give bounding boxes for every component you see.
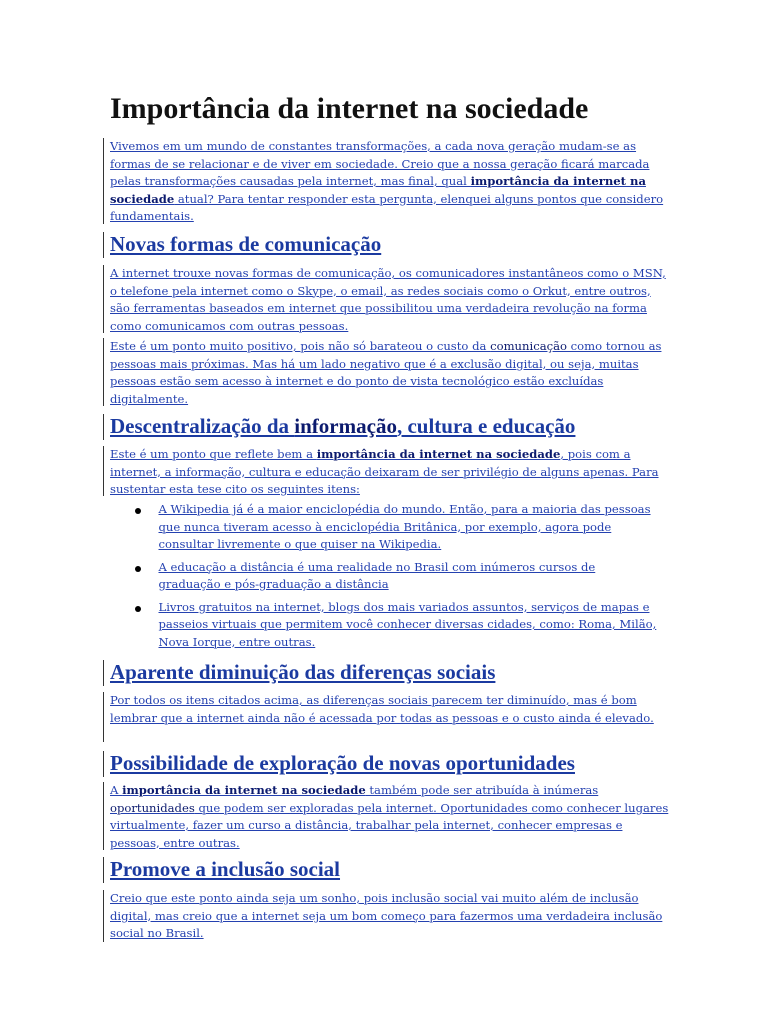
section-3-p-block: [103, 692, 670, 742]
bullet-icon: [135, 606, 141, 612]
section-4-p-text-2[interactable]: também pode ser atribuída à inúmeras: [365, 783, 599, 797]
section-4-p-text-1[interactable]: A: [110, 783, 123, 797]
section-3-heading-block: [103, 660, 495, 686]
intro-block: [103, 138, 670, 224]
section-2-paragraph[interactable]: [110, 446, 670, 499]
intro-text-2[interactable]: atual? Para tentar responder esta pergunta, elenquei alguns pontos que considero fundamentais.: [110, 191, 664, 223]
bullet-icon: [135, 566, 141, 572]
bullet-icon: [135, 508, 141, 514]
list-item-text[interactable]: A educação a distância é uma realidade no Brasil com inúmeros cursos de graduação e pós-graduação a distância: [158, 559, 596, 591]
section-4-heading-block: [103, 751, 575, 777]
section-4-heading[interactable]: Possibilidade de exploração de novas oportunidades: [110, 751, 575, 775]
page-title: Importância da internet na sociedade: [110, 92, 589, 125]
section-4-p-block: [103, 782, 670, 850]
list-item-text[interactable]: Livros gratuitos na internet, blogs dos mais variados assuntos, serviços de mapas e passeios virtuais que permitem você conhecer diversas cidades, como: Roma, Milão, Nova Iorque, entre outras.: [158, 599, 657, 649]
section-4-p-text-3[interactable]: que podem ser exploradas pela internet. Oportunidades como conhecer lugares virtualmente, fazer um curso a distância, trabalhar pela internet, conhecer empresas e pessoas, entre outras.: [110, 800, 669, 850]
section-1-heading[interactable]: Novas formas de comunicação: [110, 232, 382, 256]
section-4-bold-keyword[interactable]: importância da internet na sociedade: [122, 783, 366, 797]
section-5-p-block: [103, 890, 670, 942]
informacao-link[interactable]: informação: [294, 414, 397, 438]
section-2-list-block: [103, 501, 659, 654]
section-5-heading-block: [103, 857, 340, 883]
list-item: [111, 501, 659, 554]
section-2-heading-text-1[interactable]: Descentralização da: [110, 414, 295, 438]
section-1-p2-text-2[interactable]: como tornou as pessoas mais próximas. Mas há um lado negativo que é a exclusão digital, ou seja, muitas pessoas estão sem acesso à internet e do ponto de vista tecnológico estão excluídas digitalmente.: [110, 339, 662, 406]
section-2-list: [111, 501, 659, 651]
intro-text-1[interactable]: Vivemos em um mundo de constantes transformações, a cada nova geração mudam-se as formas de se relacionar e de viver em sociedade. Creio que a nossa geração ficará marcada pelas transformações causadas pela internet, mas final, qual: [110, 139, 650, 188]
section-1-paragraph-2[interactable]: [110, 338, 670, 408]
oportunidades-link[interactable]: oportunidades: [110, 800, 195, 815]
list-item: [111, 599, 659, 652]
section-2-p-text-1[interactable]: Este é um ponto que reflete bem a: [110, 447, 317, 461]
intro-bold-keyword[interactable]: importância da internet na sociedade: [110, 174, 646, 206]
section-5-heading[interactable]: Promove a inclusão social: [110, 857, 341, 881]
section-1-heading-block: [103, 232, 381, 258]
list-item-text[interactable]: A Wikipedia já é a maior enciclopédia do mundo. Então, para a maioria das pessoas que nunca tiveram acesso à enciclopédia Britânica, por exemplo, agora pode consultar livremente o que quiser na Wikipedia.: [158, 502, 651, 551]
section-2-heading-text-2[interactable]: , cultura e educação: [396, 414, 576, 438]
comunicacao-link[interactable]: comunicação: [490, 339, 567, 353]
section-4-paragraph[interactable]: [110, 782, 670, 852]
section-2-heading[interactable]: [110, 414, 575, 439]
section-3-paragraph[interactable]: Por todos os itens citados acima, as diferenças sociais parecem ter diminuído, mas é bom lembrar que a internet ainda não é acessada por todas as pessoas e o custo ainda é elevado.: [110, 693, 654, 725]
section-2-heading-block: [103, 414, 575, 440]
section-1-p2-block: [103, 338, 670, 406]
section-1-p1-block: [103, 265, 670, 333]
intro-paragraph[interactable]: [110, 138, 670, 226]
section-3-heading[interactable]: Aparente diminuição das diferenças sociais: [110, 660, 496, 684]
section-1-p2-text-1[interactable]: Este é um ponto muito positivo, pois não só barateou o custo da: [110, 339, 491, 353]
section-1-paragraph-1[interactable]: A internet trouxe novas formas de comunicação, os comunicadores instantâneos como o MSN, o telefone pela internet como o Skype, o email, as redes sociais como o Orkut, entre outros, são ferramentas baseados em internet que possibilitou uma verdadeira revolução na forma como comunicamos com outras pessoas.: [110, 266, 666, 333]
section-5-paragraph[interactable]: Creio que este ponto ainda seja um sonho, pois inclusão social vai muito além de inclusão digital, mas creio que a internet seja um bom começo para fazermos uma verdadeira inclusão social no Brasil.: [110, 891, 663, 940]
section-2-p-text-2[interactable]: , pois com a internet, a informação, cultura e educação deixaram de ser privilégio de alguns apenas. Para sustentar esta tese cito os seguintes itens:: [110, 447, 659, 496]
section-2-p-block: [103, 446, 670, 496]
list-item: [111, 559, 659, 594]
section-2-bold-keyword[interactable]: importância da internet na sociedade: [316, 447, 561, 461]
